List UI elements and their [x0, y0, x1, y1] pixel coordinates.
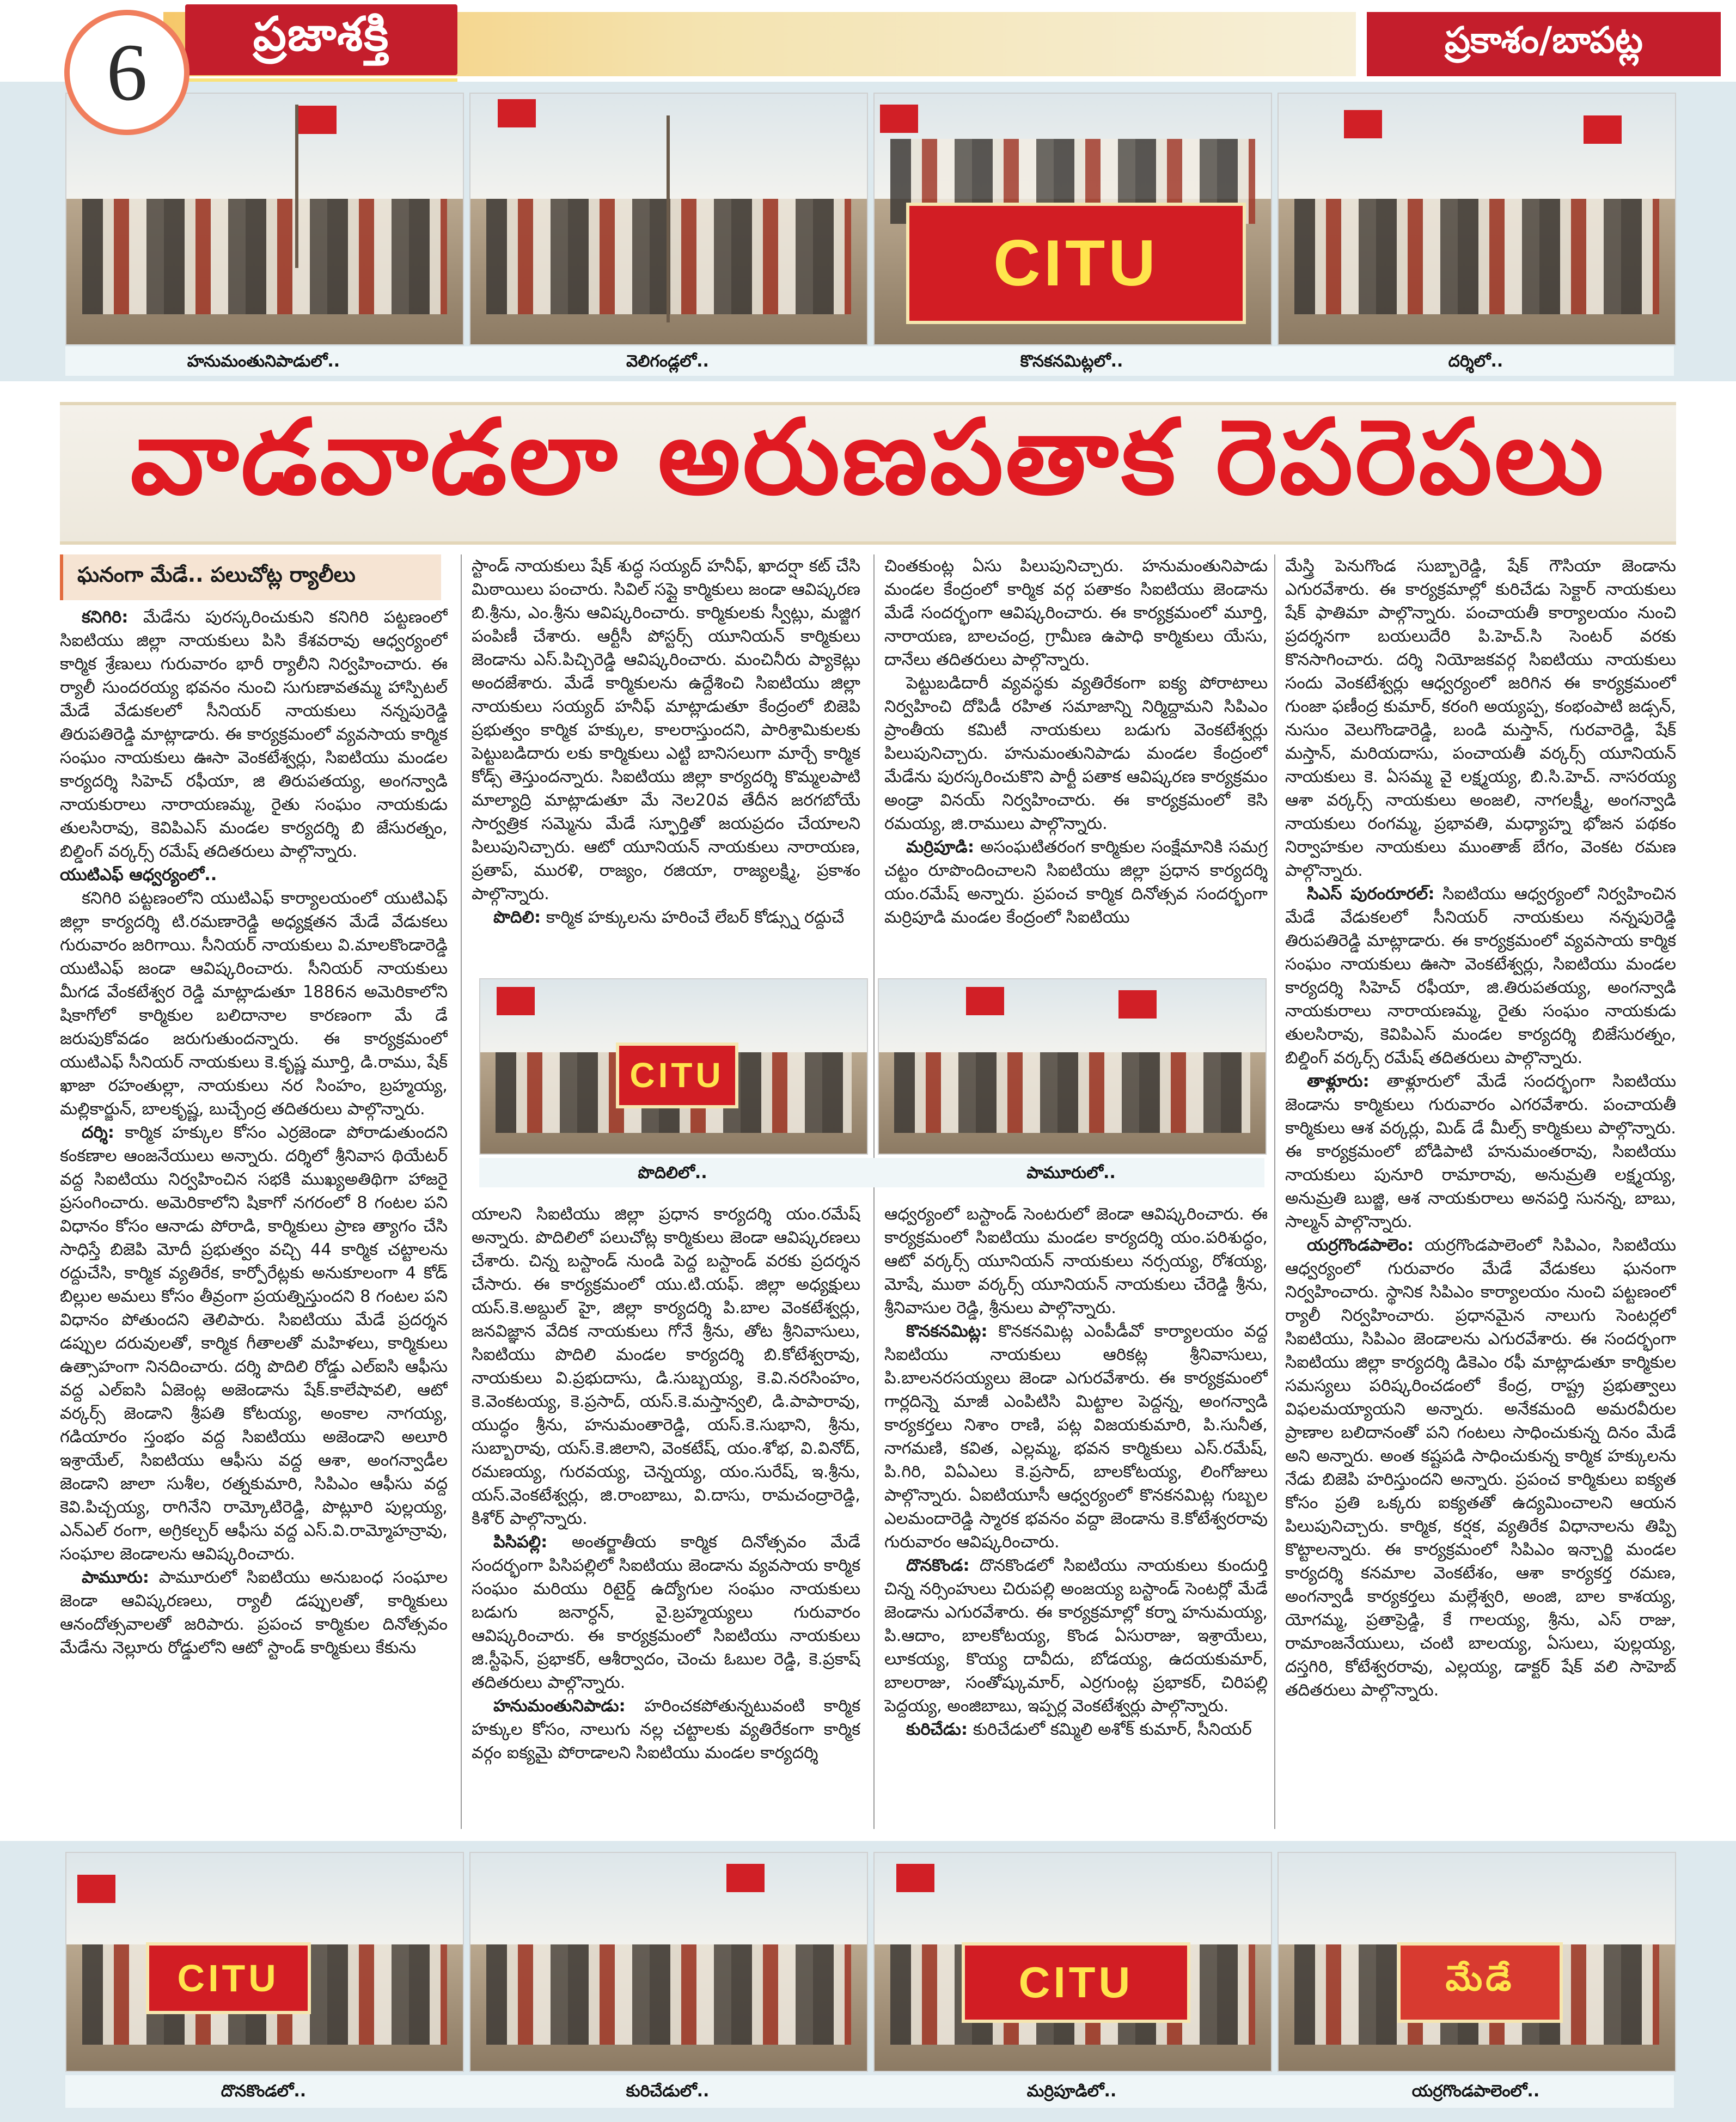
photo-caption: కురిచేడులో..	[626, 2082, 710, 2101]
article-column-4	[1285, 554, 1676, 1829]
paragraph	[1285, 1234, 1676, 1702]
paragraph-text: కార్మిక హక్కులను హరించే లేబర్ కోడ్స్ను రద్దుచే	[541, 908, 845, 927]
photo-caption: పొదిలిలో..	[638, 1163, 707, 1182]
paragraph-text: కార్మిక హక్కుల కోసం ఎర్రజెండా పోరాడుతుందని కంకణాల ఆంజనేయులు అన్నారు. దర్శిలో శ్రీనివాస థియేటర్ వద్ద సిఐటియు నిర్వహించిన సభకి ముఖ్యఅతిథిగా హాజరై ప్రసంగించారు. అమెరికాలోని షికాగో నగరంలో 8 గంటల పని విధానం కోసం ఆనాడు పోరాడి, కార్మికులు ప్రాణ త్యాగం చేసి సాధిస్తే బిజెపి మోదీ ప్రభుత్వం వచ్చి 44 కార్మిక చట్టాలను రద్దుచేసి, కార్మిక వ్యతిరేక, కార్పోరేట్లకు అనుకూలంగా 4 కోడ్ బిల్లుల అమలు కోసం తీవ్రంగా ప్రయత్నిస్తుందని 8 గంటల పని విధానం పోతుందని తెలిపారు. సిఐటియు మేడే ప్రదర్శన డప్పుల దరువులతో, కార్మిక గీతాలతో మహిళలు, కార్మికులు ఉత్సాహంగా నినదించారు. దర్శి పొదిలి రోడ్డు ఎల్ఐసి ఆఫీసు వద్ద ఎల్ఐసి ఏజెంట్ల అజెండాను షేక్.కాలేషావలి, ఆటో వర్కర్స్ జెండాని శ్రీపతి కోటయ్య, అంకాల నాగయ్య, గడియారం స్తంభం వద్ద సిఐటియు అజెండాని అలూరి ఇశ్రాయేల్, సిఐటియు ఆఫీసు వద్ద ఆశా, అంగన్వాడీల జెండాని జాలా సుశీల, రత్నకుమారి, సిపిఎం ఆఫీసు వద్ద కెవి.పిచ్చయ్య, రాగినేని రామ్కోటిరెడ్డి, పొట్లూరి పుల్లయ్య, ఎన్ఎల్ రంగా, అగ్రికల్చర్ ఆఫీసు వద్ద ఎస్.వి.రామ్మోహన్రావు, సంఘాల జెండాలను ఆవిష్కరించారు.	[60, 1123, 448, 1564]
article-column-3-continued	[884, 1203, 1268, 1829]
photo-crowd	[486, 1944, 851, 2045]
paragraph-text: తాళ్లూరులో మేడే సందర్భంగా సిఐటియు జెండాను కార్మికులు గురువారం ఎగరవేశారు. పంచాయతీ కార్మికులు ఆశ వర్కర్లు, మిడ్ డే మీల్స్ కార్మికులు పాల్గొన్నారు. ఈ కార్యక్రమంలో బోడిపాటి హనుమంతరావు, సిఐటియు నాయకులు పునూరి రామారావు, అనుమ్రతి లక్ష్మయ్య, అనుమ్రతి బుజ్జి, ఆశ నాయకురాలు అనపర్తి సునన్న, బాబు, సాల్మన్ పాల్గొన్నారు.	[1285, 1072, 1676, 1231]
paragraph	[472, 1694, 860, 1765]
paragraph: పెట్టుబడిదారీ వ్యవస్థకు వ్యతిరేకంగా ఐక్య పోరాటాలు నిర్వహించి దోపిడీ రహిత సమాజాన్ని నిర్మిద్దామని సిపిఎం ప్రాంతీయ కమిటీ నాయకులు బడుగు వెంకటేశ్వర్లు పిలుపునిచ్చారు. హనుమంతునిపాడు మండల కేంద్రంలో మేడేను పురస్కరించుకొని పార్టీ పతాక ఆవిష్కరణ కార్యక్రమం అండ్రా వినయ్ నిర్వహించారు. ఈ కార్యక్రమంలో కెసి రమయ్య, జి.రాములు పాల్గొన్నారు.	[884, 674, 1268, 833]
bottom-photo-row	[0, 1841, 1736, 2122]
article-column-2-continued	[472, 1203, 860, 1829]
dateline: పిసిపల్లి:	[493, 1533, 548, 1552]
paragraph-text: సిఐటియు ఆధ్వర్యంలో నిర్వహించిన మేడే వేడుకలలో సీనియర్ నాయకులు నన్నపురెడ్డి తిరుపతిరెడ్డి మాట్లాడారు. ఈ కార్యక్రమంలో వ్యవసాయ కార్మిక సంఘం నాయకులు ఊసా వెంకటేశ్వర్లు, సిఐటియు మండల కార్యదర్శి సిహెచ్ రఫీయా, జి.తిరుపతయ్య, అంగన్వాడి నాయకురాలు నారాయణమ్మ, రైతు సంఘం నాయకుడు తులసిరావు, కెవిపిఎస్ మండల కార్యదర్శి బిజేసురత్నం, బిల్డింగ్ వర్కర్స్ రమేష్ తదితరులు పాల్గొన్నారు.	[1285, 885, 1676, 1068]
top-photo-row	[0, 82, 1736, 381]
paragraph-text: దొనకొండలో సిఐటియు నాయకులు కుందుర్తి చిన్న నర్సింహులు చిరుపల్లి అంజయ్య బస్టాండ్ సెంటర్లో మేడే జెండాను ఎగురవేశారు. ఈ కార్యక్రమాల్లో కర్నా హనుమయ్య, పి.ఆదాం, బాలకోటయ్య, కొండ ఏసురాజు, ఇశ్రాయేలు, లూకయ్య, కొయ్య దావీదు, బోడయ్య, ఉదయకుమార్, బాలరాజు, సంతోష్కుమార్, ఎర్రగుంట్ల ప్రభాకర్, చిరిపల్లి పెద్దయ్య, అంజిబాబు, ఇప్పర్ల వెంకటేశ్వర్లు పాల్గొన్నారు.	[884, 1556, 1268, 1716]
article-column-1	[60, 606, 448, 1831]
photo-marripudi	[873, 1852, 1272, 2072]
photo-caption: కొనకనమిట్లలో..	[1020, 352, 1123, 371]
photo-caption: హనుమంతునిపాడులో..	[187, 352, 340, 371]
photo-crowd	[1294, 199, 1659, 314]
photo-veligandla	[469, 93, 868, 345]
paragraph	[60, 606, 448, 863]
dateline: యుటిఎఫ్ ఆధ్వర్యంలో..	[60, 865, 217, 885]
paragraph	[60, 1121, 448, 1566]
citu-banner: CITU	[616, 1042, 738, 1108]
paragraph-text: అంతర్జాతీయ కార్మిక దినోత్సవం మేడే సందర్భంగా పిసిపల్లిలో సిఐటియు జెండాను వ్యవసాయ కార్మిక సంఘం మరియు రిటైర్డ్ ఉద్యోగుల సంఘం నాయకులు బడుగు జనార్ధన్, వై.బ్రహ్మయ్యలు గురువారం ఆవిష్కరించారు. ఈ కార్యక్రమంలో సిఐటియు నాయకులు జి.స్టీఫెన్, ప్రభాకర్, ఆశీర్వాదం, చెంచు ఓబుల రెడ్డి, కె.ప్రకాష్ తదితరులు పాల్గొన్నారు.	[472, 1533, 860, 1692]
red-flag	[77, 1875, 115, 1903]
dateline: హనుమంతునిపాడు:	[493, 1697, 626, 1716]
red-flag	[966, 987, 1004, 1015]
paragraph	[472, 1530, 860, 1694]
dateline: దొనకొండ:	[906, 1556, 970, 1575]
photo-caption: దొనకొండలో..	[221, 2082, 307, 2101]
paragraph	[1285, 882, 1676, 1070]
photo-sky	[879, 979, 1266, 1052]
paragraph-text: కురిచేడులో కమ్మిలి అశోక్ కుమార్, సీనియర్	[968, 1720, 1252, 1739]
paragraph: ఆధ్వర్యంలో బస్టాండ్ సెంటరులో జెండా ఆవిష్కరించారు. ఈ కార్యక్రమంలో సిఐటియు మండల కార్యదర్శి యం.పరిశుద్ధం, ఆటో వర్కర్స్ యూనియన్ నాయకులు నర్సయ్య, రోశయ్య, మోషే, ముఠా వర్కర్స్ యూనియన్ నాయకులు చేరెడ్డి శ్రీను, శ్రీనివాసుల రెడ్డి, శ్రీనులు పాల్గొన్నారు.	[884, 1205, 1268, 1318]
paragraph-text: కొనకనమిట్ల ఎంపీడీవో కార్యాలయం వద్ద సిఐటియు నాయకులు ఆరికట్ల శ్రీనివాసులు, పి.బాలనరసయ్యలు జెండా ఎగురవేశారు. ఈ కార్యక్రమంలో గార్లదిన్నె మాజీ ఎంపిటిసి మిట్టాల పెద్దన్న, అంగన్వాడి కార్యకర్తలు నిశాం రాణి, పట్ల విజయకుమారి, పి.సునీత, నాగమణి, కవిత, ఎల్లమ్మ, భవన కార్మికులు ఎస్.రమేష్, పి.గిరి, విఏఎలు కె.ప్రసాద్, బాలకోటయ్య, లింగోజులు పాల్గొన్నారు. ఏఐటియూసీ ఆధ్వర్యంలో కొనకనమిట్ల గుబ్బల ఎలమందారెడ్డి స్మారక భవనం వద్దా జెండాను కె.కోటేశ్వరరావు గురువారం ఆవిష్కరించారు.	[884, 1322, 1268, 1552]
paragraph-text: యర్రగొండపాలెంలో సిపిఎం, సిఐటియు ఆధ్వర్యంలో గురువారం మేడే వేడుకలు ఘనంగా నిర్వహించారు. స్థానిక సిపిఎం కార్యాలయం నుంచి పట్టణంలో ర్యాలీ నిర్వహించారు. ప్రధానమైన నాలుగు సెంటర్లలో సిఐటియు, సిపిఎం జెండాలను ఎగురవేశారు. ఈ సందర్భంగా సిఐటియు జిల్లా కార్యదర్శి డికెఎం రఫీ మాట్లాడుతూ కార్మికుల సమస్యలు పరిష్కరించడంలో కేంద్ర, రాష్ట్ర ప్రభుత్వాలు విఫలమయ్యాయని అన్నారు. అనేకమంది అమరవీరుల ప్రాణాల బలిదానంతో పని గంటలు సాధించుకున్న దినం మేడే అని అన్నారు. అంత కష్టపడి సాధించుకున్న కార్మిక హక్కులను నేడు బిజెపి హరిస్తుందని అన్నారు. ప్రపంచ కార్మికులు ఐక్యత కోసం ప్రతి ఒక్కరు ఐక్యతతో ఉద్యమించాలని ఆయన పిలుపునిచ్చారు. కార్మిక, కర్షక, వ్యతిరేక విధానాలను తిప్పి కొట్టాలన్నారు. ఈ కార్యక్రమంలో సిపిఎం ఇన్చార్జి మండల కార్యదర్శి కనమాల వెంకటేశం, ఆశా కార్యకర్త రమణ, అంగన్వాడీ కార్యకర్తలు మల్లేశ్వరి, అంజి, బాల కాశయ్య, యోగమ్మ, ప్రతాప్రెడ్డి, కే గాలయ్య, శ్రీను, ఎస్ రాజు, రామాంజనేయులు, చంటి బాలయ్య, ఏసులు, పుల్లయ్య, దస్తగిరి, కోటేశ్వరరావు, ఎల్లయ్య, డాక్టర్ షేక్ వలి సాహెబ్ తదితరులు పాల్గొన్నారు.	[1285, 1236, 1676, 1700]
red-flag	[1118, 990, 1157, 1019]
paragraph-text: మేడేను పురస్కరించుకుని కనిగిరి పట్టణంలో సిఐటియు జిల్లా నాయకులు పిసి కేశవరావు ఆధ్వర్యంలో కార్మిక శ్రేణులు గురువారం భారీ ర్యాలీని నిర్వహించారు. ఈ ర్యాలీ సుందరయ్య భవనం నుంచి సుగుణావతమ్మ హాస్పిటల్ మేడే వేడుకలలో సీనియర్ నాయకులు నన్నపురెడ్డి తిరుపతిరెడ్డి మాట్లాడారు. ఈ కార్యక్రమంలో వ్యవసాయ కార్మిక సంఘం నాయకులు ఊసా వెంకటేశ్వర్లు, సిఐటియు మండల కార్యదర్శి సిహెచ్ రఫీయా, జి తిరుపతయ్య, అంగన్వాడి నాయకురాలు నారాయణమ్మ, రైతు సంఘం నాయకుడు తులసిరావు, కెవిపిఎస్ మండల కార్యదర్శి బి జేసురత్నం, బిల్డింగ్ వర్కర్స్ రమేష్ తదితరులు పాల్గొన్నారు.	[60, 608, 448, 861]
photo-konakanamitla	[873, 93, 1272, 345]
dateline: కురిచేడు:	[906, 1720, 968, 1739]
region-tag: ప్రకాశం/బాపట్ల	[1367, 12, 1721, 76]
photo-sky	[66, 1853, 463, 1944]
paragraph-text: హరించకపోతున్నటువంటి కార్మిక హక్కుల కోసం, నాలుగు నల్ల చట్టాలకు వ్యతిరేకంగా కార్మిక వర్గం ఐక్యమై పోరాడాలని సిఐటియు మండల కార్యదర్శి	[472, 1697, 860, 1763]
dateline: యర్రగొండపాలెం:	[1307, 1236, 1414, 1255]
column-divider	[1274, 554, 1275, 1829]
paragraph	[884, 836, 1268, 929]
paragraph	[1285, 1070, 1676, 1234]
photo-podili	[479, 978, 868, 1155]
paragraph	[884, 1554, 1268, 1718]
subheadline: ఘనంగా మేడే.. పలుచోట్ల ర్యాలీలు	[60, 554, 441, 600]
photo-yerragondapalem	[1277, 1852, 1676, 2072]
red-flag	[1584, 115, 1622, 144]
dateline: కొనకనమిట్ల:	[906, 1322, 988, 1341]
paragraph: యాలని సిఐటియు జిల్లా ప్రధాన కార్యదర్శి యం.రమేష్ అన్నారు. పొదిలిలో పలుచోట్ల కార్మికులు జెండా ఆవిష్కరణలు చేశారు. చిన్న బస్టాండ్ నుండి పెద్ద బస్టాండ్ వరకు ప్రదర్శన చేసారు. ఈ కార్యక్రమంలో యు.టి.యఫ్. జిల్లా అధ్యక్షులు యస్.కె.అబ్దుల్ హై, జిల్లా కార్యదర్శి పి.బాల వెంకటేశ్వర్లు, జనవిజ్ఞాన వేదిక నాయకులు గోనే శ్రీను, తోట శ్రీనివాసులు, సిఐటియు పొదిలి మండల కార్యదర్శి బి.కోటేశ్వరావు, నాయకులు వి.ప్రభుదాసు, డి.సుబ్బయ్య, కె.వి.నరసింహం, కె.వెంకటయ్య, కె.ప్రసాద్, యస్.కె.మస్తాన్వలి, డి.పాపారావు, యుద్ధం శ్రీను, హనుమంతారెడ్డి, యస్.కె.సుభాని, శ్రీను, సుబ్బారావు, యస్.కె.జిలాని, వెంకటేష్, యం.శోభ, వి.వినోద్, రమణయ్య, గురవయ్య, చెన్నయ్య, యం.సురేష్, ఇ.శ్రీను, యస్.వెంకటేశ్వర్లు, జి.రాంబాబు, వి.దాసు, రామచంద్రారెడ్డి, కిశోర్ పాల్గొన్నారు.	[472, 1205, 860, 1528]
red-flag	[497, 987, 535, 1015]
photo-caption: వెలిగండ్లలో..	[626, 352, 709, 371]
photo-caption: పామూరులో..	[1026, 1163, 1116, 1182]
dateline: తాళ్లూరు:	[1307, 1072, 1370, 1091]
photo-caption: దర్శిలో..	[1448, 352, 1503, 371]
article-column-3	[884, 554, 1268, 968]
column-divider	[873, 554, 875, 1829]
flag-pole	[667, 115, 670, 322]
paragraph	[60, 1566, 448, 1660]
photo-sky	[1279, 94, 1675, 199]
paragraph: మేస్త్రి పెనుగొండ సుబ్బారెడ్డి, షేక్ గౌసియా జెండాను ఎగురవేశారు. ఈ కార్యక్రమాల్లో కురిచేడు సెక్టార్ నాయకులు షేక్ ఫాతిమా పాల్గొన్నారు. పంచాయతీ కార్యాలయం నుంచి ప్రదర్శనగా బయలుదేరి పి.హెచ్.సి సెంటర్ వరకు కొనసాగించారు. దర్శి నియోజకవర్గ సిఐటియు నాయకులు సందు వెంకటేశ్వర్లు ఆధ్వర్యంలో జరిగిన ఈ కార్యక్రమంలో గుంజా ఫణీంద్ర కుమార్, కరంగి అయ్యప్ప, కంభంపాటి జడ్సన్, నుసుం వెలుగొండారెడ్డి, బండి మస్తాన్, గురవారెడ్డి, షేక్ మస్తాన్, మరియదాసు, పంచాయతీ వర్కర్స్ యూనియన్ నాయకులు కె. ఏసమ్మ వై లక్ష్మయ్య, బి.సి.హెచ్. నాసరయ్య ఆశా వర్కర్స్ నాయకులు అంజలి, నాగలక్ష్మీ, అంగన్వాడి నాయకులు రంగమ్మ, ప్రభావతి, మధ్యాహ్న భోజన పథకం నిర్వాహకుల నాయకులు ముంతాజ్ బేగం, వెంకట రమణ పాల్గొన్నారు.	[1285, 557, 1676, 880]
paragraph: చింతకుంట్ల ఏసు పిలుపునిచ్చారు. హనుమంతునిపాడు మండల కేంద్రంలో కార్మిక వర్గ పతాకం సిఐటియు జెండాను మేడే సందర్భంగా ఆవిష్కరించారు. ఈ కార్యక్రమంలో మూర్తి, నారాయణ, బాలచంద్ర, గ్రామీణ ఉపాధి కార్మికులు యేసు, దానేలు తదితరులు పాల్గొన్నారు.	[884, 557, 1268, 669]
red-flag	[880, 105, 918, 133]
citu-banner: CITU	[906, 203, 1246, 325]
red-flag	[298, 106, 337, 134]
column-divider	[461, 554, 462, 1829]
paragraph: స్టాండ్ నాయకులు షేక్ శుద్ధ సయ్యద్ హనీఫ్, ఖాదర్షా కట్ చేసి మిఠాయిలు పంచారు. సివిల్ సప్లై కార్మికులు జండా ఆవిష్కరణ బి.శ్రీను, ఎం.శ్రీను ఆవిష్కరించారు. కార్మికులకు స్వీట్లు, మజ్జిగ పంపిణీ చేశారు. ఆర్టీసీ పోస్టర్స్ యూనియన్ కార్మికులు జెండాను ఎస్.పిచ్చిరెడ్డి ఆవిష్కరించారు. మంచినీరు ప్యాకెట్లు అందజేశారు. మేడే కార్మికులను ఉద్దేశించి సిఐటియు జిల్లా నాయకులు సయ్యద్ హనీఫ్ మాట్లాడుతూ కేంద్రంలో బిజెపి ప్రభుత్వం కార్మిక హక్కుల, కాలరాస్తుందని, పారిశ్రామికులకు పెట్టుబడిదారు లకు కార్మికులు ఎట్టి బానిసలుగా మార్చే కార్మిక కోడ్స్ తెస్తుందన్నారు. సిఐటియు జిల్లా కార్యదర్శి కొమ్మలపాటి మాల్యాద్రి మాట్లాడుతూ మే నెల20వ తేదీన జరగబోయే సార్వత్రిక సమ్మెను మేడే స్ఫూర్తితో జయప్రదం చేయాలని పిలుపునిచ్చారు. ఆటో యూనియన్ నాయకులు నారాయణ, ప్రతాప్, మురళి, రాజ్యం, రజియా, రాజ్యలక్ష్మి, ప్రకాశం పాల్గొన్నారు.	[472, 557, 860, 904]
photo-pamuru	[878, 978, 1267, 1155]
meday-banner: మేడే	[1397, 1942, 1562, 2023]
paragraph	[884, 1718, 1268, 1741]
photo-caption: యర్రగొండపాలెంలో..	[1411, 2082, 1540, 2101]
dateline: పొదిలి:	[493, 908, 541, 927]
paragraph: కనిగిరి పట్టణంలోని యుటిఎఫ్ కార్యాలయంలో యుటిఎఫ్ జిల్లా కార్యదర్శి టి.రమణారెడ్డి అధ్యక్షతన మేడే వేడుకలు గురువారం జరిగాయి. సీనియర్ నాయకులు వి.మాలకొండారెడ్డి యుటిఎఫ్ జండా ఆవిష్కరించారు. సీనియర్ నాయకులు మీగడ వేంకటేశ్వర రెడ్డి మాట్లాడుతూ 1886న అమెరికాలోని షికాగోలో కార్మికుల బలిదానాల కారణంగా మే డే జరుపుకోవడం జరుగుతుందన్నారు. ఈ కార్యక్రమంలో యుటిఎఫ్ సీనియర్ నాయకులు కె.కృష్ణ మూర్తి, డి.రాము, షేక్ ఖాజా రహంతుల్లా, నాయకులు నర సింహం, బ్రహ్మయ్య, మల్లికార్జున్, బాలకృష్ణ, బుచ్చేంద్ర తదితరులు పాల్గొన్నారు.	[60, 889, 448, 1119]
photo-caption: మర్రిపూడిలో..	[1026, 2082, 1117, 2101]
citu-banner: CITU	[146, 1942, 311, 2014]
paragraph-text: అసంఘటితరంగ కార్మికుల సంక్షేమానికి సమగ్ర చట్టం రూపొందించాలని సిఐటియు జిల్లా ప్రధాన కార్యదర్శి యం.రమేష్ అన్నారు. ప్రపంచ కార్మిక దినోత్సవ సందర్భంగా మర్రిపూడి మండల కేంద్రంలో సిఐటియు	[884, 838, 1268, 927]
paragraph	[472, 906, 860, 929]
red-flag	[896, 1864, 934, 1892]
dateline: దర్శి:	[82, 1123, 114, 1142]
photo-kuricheedu	[469, 1852, 868, 2072]
article-column-2	[472, 554, 860, 968]
dateline: సిఎస్ పురంరూరల్:	[1307, 885, 1435, 904]
headline: వాడవాడలా అరుణపతాక రెపరెపలు	[130, 397, 1606, 517]
photo-darsi	[1277, 93, 1676, 345]
photo-crowd	[894, 1052, 1250, 1132]
dateline: పామూరు:	[82, 1568, 149, 1587]
dateline: కనిగిరి:	[82, 608, 129, 627]
paragraph	[884, 1320, 1268, 1554]
citu-banner: CITU	[962, 1942, 1190, 2023]
red-flag	[498, 99, 536, 127]
dateline: మర్రిపూడి:	[906, 838, 975, 857]
newspaper-logo: ప్రజాశక్తి	[185, 4, 457, 75]
photo-sky	[470, 1853, 867, 1944]
page-number: 6	[64, 10, 190, 135]
photo-sky	[480, 979, 867, 1052]
red-flag	[726, 1864, 765, 1892]
photo-crowd	[82, 199, 447, 314]
photo-sky	[1279, 1853, 1675, 1944]
photo-donakonda	[65, 1852, 464, 2072]
red-flag	[1344, 110, 1382, 138]
paragraph-text: పామూరులో సిఐటియు అనుబంధ సంఘాల జెండా ఆవిష్కరణలు, ర్యాలీ డప్పులతో, కార్మికులు ఆనందోత్సవాలతో జరిపారు. ప్రపంచ కార్మికుల దినోత్సవం మేడేను నెల్లూరు రోడ్డులోని ఆటో స్టాండ్ కార్మికులు కేకును	[60, 1568, 448, 1657]
